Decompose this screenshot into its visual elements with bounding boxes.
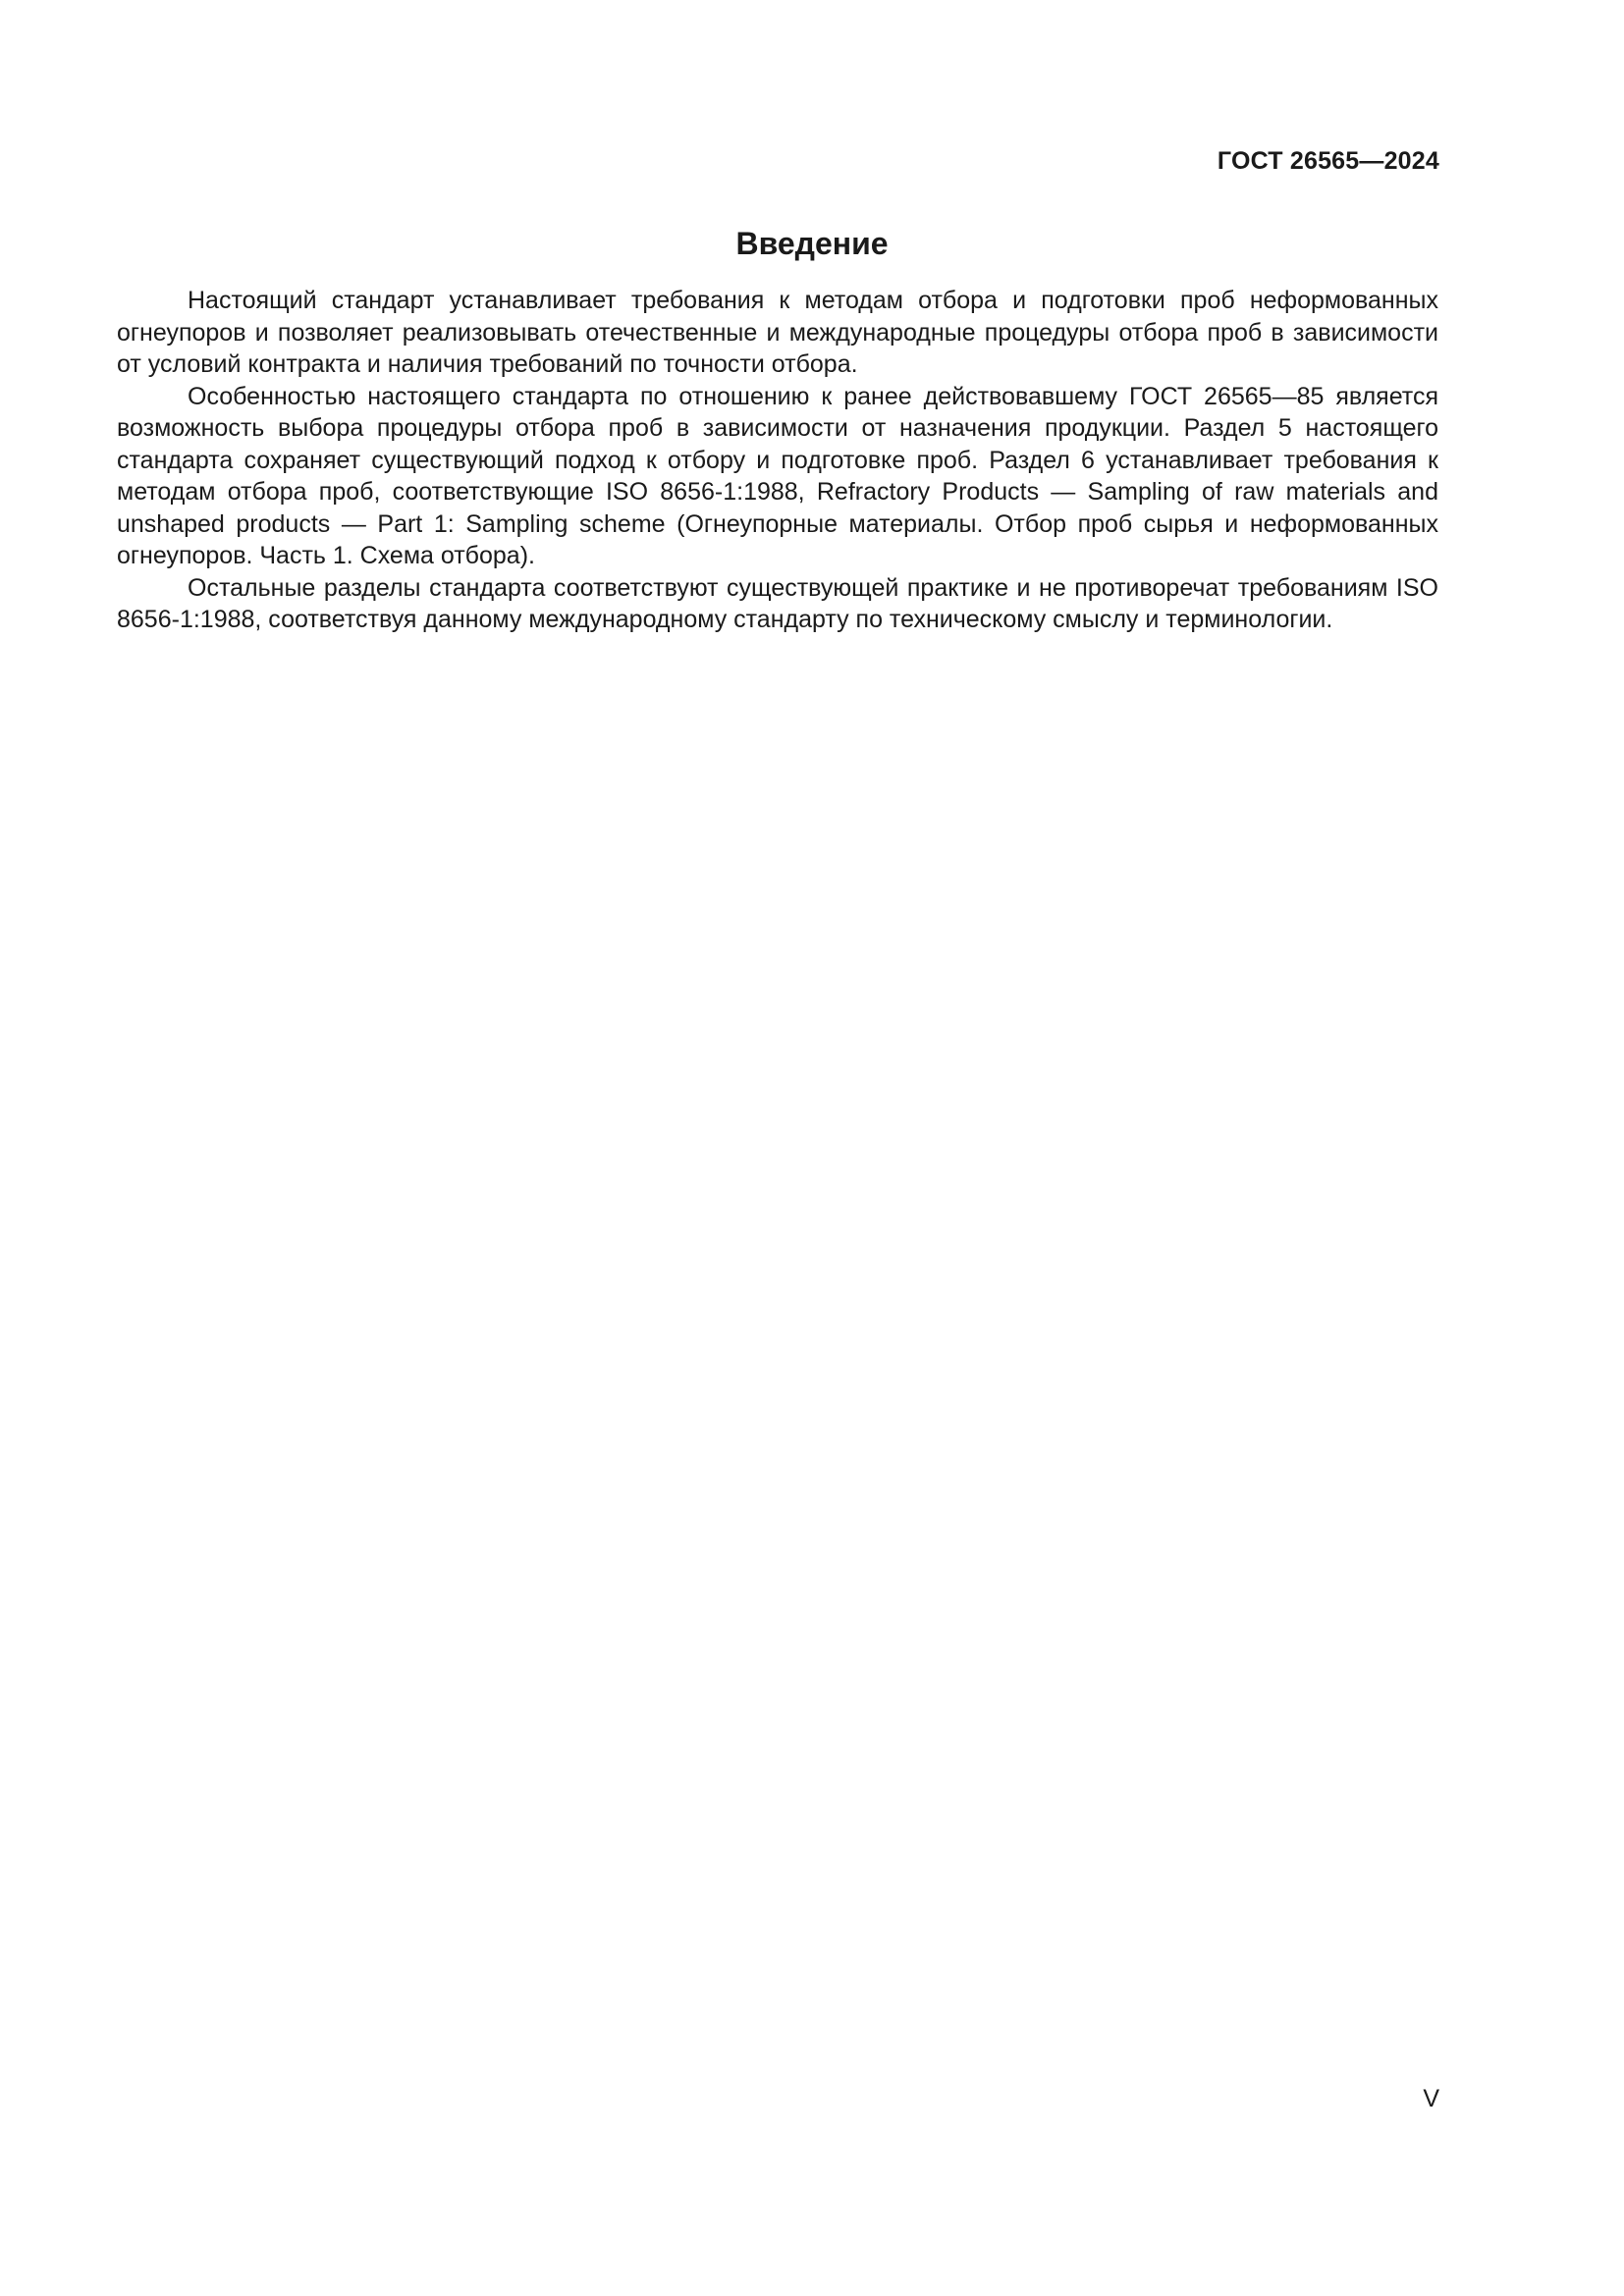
section-title: Введение bbox=[735, 226, 889, 261]
section-body bbox=[117, 285, 1438, 636]
paragraph: Особенностью настоящего стандарта по отношению к ранее действовавшему ГОСТ 26565—85 является возможность выбора процедуры отбора проб в зависимости от назначения продукции. Раздел 5 настоящего стандарта сохраняет существующий подход к отбору и подготовке проб. Раздел 6 устанавливает требования к методам отбора проб, соответствующие ISO 8656-1:1988, Refractory Products — Sampling of raw materials and unshaped products — Part 1: Sampling scheme (Огнеупорные материалы. Отбор проб сырья и неформованных огнеупоров. Часть 1. Схема отбора). bbox=[117, 382, 1438, 569]
document-code: ГОСТ 26565—2024 bbox=[1217, 147, 1439, 175]
paragraph: Остальные разделы стандарта соответствуют существующей практике и не противоречат требованиям ISO 8656-1:1988, соответствуя данному международному стандарту по техническому смыслу и терминологии. bbox=[117, 573, 1438, 633]
page-number: V bbox=[1423, 2085, 1439, 2112]
paragraph: Настоящий стандарт устанавливает требования к методам отбора и подготовки проб неформованных огнеупоров и позволяет реализовывать отечественные и международные процедуры отбора проб в зависимости от условий контракта и наличия требований по точности отбора. bbox=[117, 287, 1438, 378]
